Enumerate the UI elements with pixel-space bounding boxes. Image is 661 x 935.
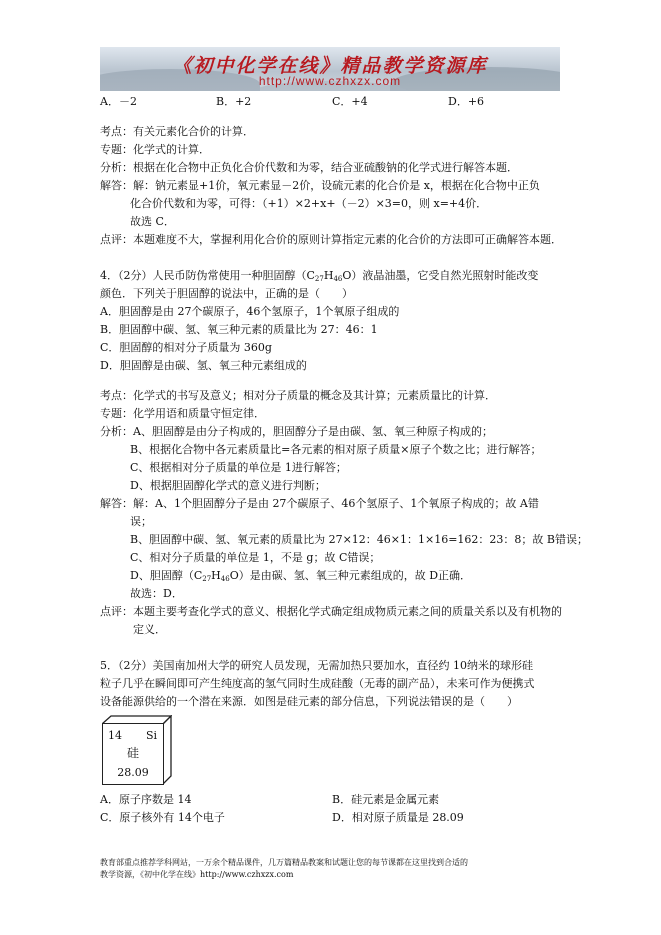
q4-stem-line2: 颜色．下列关于胆固醇的说法中，正确的是（ ）	[100, 287, 353, 300]
element-mass: 28.09	[117, 766, 149, 779]
q3-zhuanti: 专题：化学式的计算．	[100, 143, 210, 156]
q3-option-c: C．+4	[332, 95, 368, 108]
q4-kaodian: 考点：化学式的书写及意义；相对分子质量的概念及其计算；元素质量比的计算．	[100, 389, 496, 402]
q4-option-a: A．胆固醇是由 27个碳原子，46个氢原子，1个氧原子组成的	[100, 305, 400, 318]
q4-dianping-label: 点评：	[100, 605, 133, 618]
q4-fenxi-d: D、根据胆固醇化学式的意义进行判断；	[130, 479, 326, 492]
footer-line2: 教学资源，《初中化学在线》http://www.czhxzx.com	[100, 870, 294, 879]
q4-jieda-line4	[100, 567, 570, 585]
page-footer	[100, 857, 570, 881]
q5-options-row2	[100, 809, 570, 827]
q4-jieda-line2: B、胆固醇中碳、氢、氧元素的质量比为 27×12：46×1：1×16=162：23：8；故 B错误；	[130, 533, 589, 546]
banner-url[interactable]: http://www.czhxzx.com	[258, 74, 402, 88]
footer-line1: 教育部重点推荐学科网站，一万余个精品课件，几万篇精品教案和试题让您的每节课都在这里找到合适的	[100, 858, 468, 867]
q4-stem-part: O）液晶油墨，它受自然光照射时能改变	[342, 269, 539, 282]
document-body	[100, 93, 589, 827]
q4-option-c: C．胆固醇的相对分子质量为 360g	[100, 341, 272, 354]
element-number: 14	[108, 729, 122, 742]
q4-stem-h: H	[211, 569, 221, 582]
q3-jieda-label: 解答：	[100, 179, 133, 192]
q4-jieda-line1: 解：A、1个胆固醇分子是由 27个碳原子、46个氢原子、1个氧原子构成的；故 A错	[133, 497, 539, 510]
q3-option-a: A．－2	[100, 95, 137, 108]
element-card-face	[102, 723, 164, 785]
q3-options	[100, 93, 570, 111]
q4-jieda-line3: C、相对分子质量的单位是 1，不是 g；故 C错误；	[130, 551, 381, 564]
q4-fenxi-c: C、根据相对分子质量的单位是 1进行解答；	[130, 461, 347, 474]
q3-jieda-line2: 化合价代数和为零，可得：（+1）×2+x+（－2）×3=0，则 x=+4价．	[130, 197, 488, 210]
q5-stem-line2: 粒子几乎在瞬间即可产生纯度高的氢气同时生成硅酸（无毒的副产品），未来可作为便携式	[100, 677, 535, 690]
q4-fenxi-b: B、根据化合物中各元素质量比=各元素的相对原子质量×原子个数之比；进行解答；	[130, 443, 542, 456]
q3-option-d: D．+6	[448, 95, 485, 108]
q4-jieda-part: O）是由碳、氢、氧三种元素组成的，故 D正确．	[229, 569, 472, 582]
q5-option-d: D．相对原子质量是 28.09	[332, 811, 464, 824]
q5-option-b: B．硅元素是金属元素	[332, 793, 440, 806]
q5-option-c: C．原子核外有 14个电子	[100, 811, 225, 824]
q4-jieda-line5: 故选：D．	[130, 587, 183, 600]
q3-kaodian: 考点：有关元素化合价的计算．	[100, 125, 254, 138]
element-card	[102, 715, 172, 785]
q3-dianping: 本题难度不大，掌握利用化合价的原则计算指定元素的化合价的方法即可正确解答本题．	[133, 233, 562, 246]
q4-sub-h: 46	[220, 575, 230, 583]
q4-sub-h: 46	[333, 275, 343, 283]
q4-jieda-label: 解答：	[100, 497, 133, 510]
q3-option-b: B．+2	[216, 95, 252, 108]
q5-options-row1	[100, 791, 570, 809]
q3-jieda-line1: 解：钠元素显+1价，氧元素显－2价，设硫元素的化合价是 x，根据在化合物中正负	[133, 179, 540, 192]
header-banner	[100, 47, 560, 91]
q3-jieda-line3: 故选 C．	[130, 215, 175, 228]
q4-stem-line1	[100, 267, 570, 285]
q4-jieda-line1b: 误；	[130, 515, 152, 528]
q4-jieda-part: D、胆固醇（C	[130, 569, 203, 582]
element-name: 硅	[126, 746, 139, 760]
q4-zhuanti: 专题：化学用语和质量守恒定律．	[100, 407, 265, 420]
q4-sub-c: 27	[314, 275, 324, 283]
q5-stem-line3: 设备能源供给的一个潜在来源．如图是硅元素的部分信息，下列说法错误的是（ ）	[100, 695, 518, 708]
q4-sub-c: 27	[202, 575, 212, 583]
q4-option-d: D．胆固醇是由碳、氢、氧三种元素组成的	[100, 359, 307, 372]
q4-fenxi-label: 分析：	[100, 425, 133, 438]
q5-option-a: A．原子序数是 14	[100, 793, 192, 806]
q4-stem-part: 4．（2分）人民币防伪常使用一种胆固醇（C	[100, 269, 315, 282]
q4-dianping: 本题主要考查化学式的意义、根据化学式确定组成物质元素之间的质量关系以及有机物的定义．	[133, 605, 562, 636]
q3-fenxi: 分析：根据在化合物中正负化合价代数和为零，结合亚硫酸钠的化学式进行解答本题．	[100, 161, 518, 174]
q5-stem-line1: 5．（2分）美国南加州大学的研究人员发现，无需加热只要加水，直径约 10纳米的球形硅	[100, 659, 533, 672]
q4-stem-h: H	[323, 269, 334, 282]
q4-option-b: B．胆固醇中碳、氢、氧三种元素的质量比为 27：46：1	[100, 323, 378, 336]
q4-fenxi-a: A、胆固醇是由分子构成的，胆固醇分子是由碳、氢、氧三种原子构成的；	[133, 425, 493, 438]
q3-dianping-label: 点评：	[100, 233, 133, 246]
banner-title: 《初中化学在线》精品教学资源库	[172, 55, 488, 77]
element-symbol: Si	[145, 729, 157, 742]
